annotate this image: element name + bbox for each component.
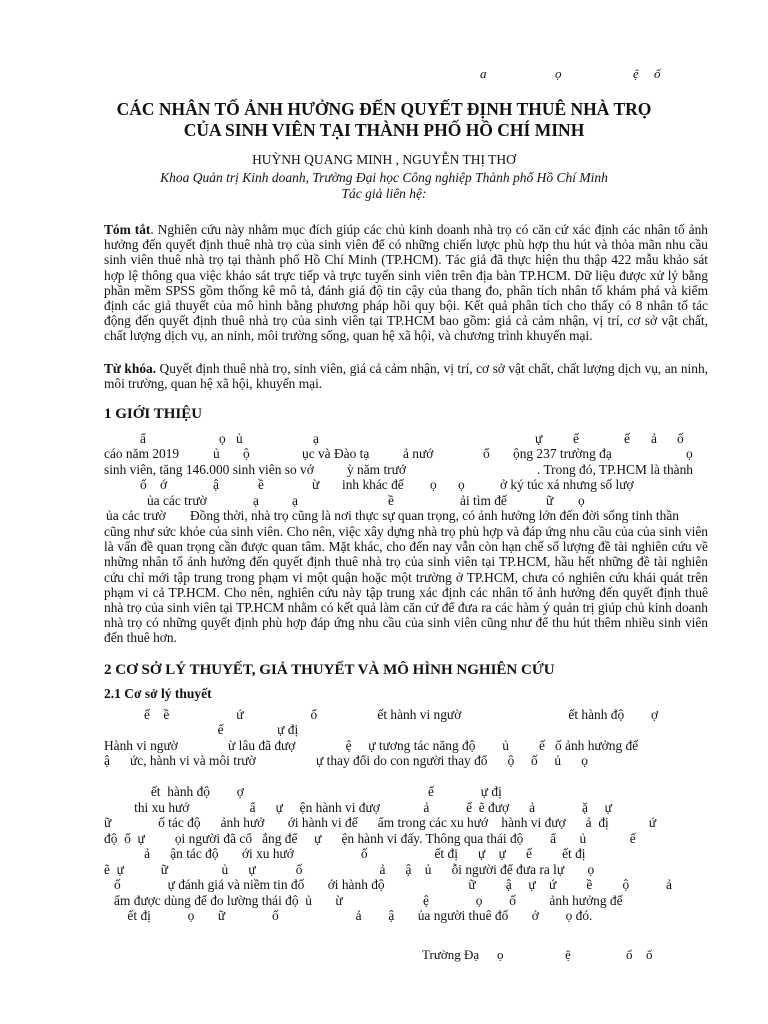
text-fragment: ữ: [546, 493, 554, 508]
header-fragment: ọ: [555, 66, 562, 81]
contact-author: Tác giả liên hệ:: [341, 186, 427, 201]
text-fragment: ạ: [253, 493, 259, 508]
text-line: ẩm được dùng để đo lường thái độ ủ ừ ệ ọ ố ảnh hưởng đế: [104, 893, 623, 908]
footer-fragment: ố: [646, 947, 653, 962]
affiliation: Khoa Quản trị Kinh doanh, Trường Đại học Công nghiệp Thành phố Hồ Chí Minh: [160, 170, 608, 185]
header-fragment: a: [480, 66, 487, 81]
text-fragment: ộng 237 trường đạ: [513, 446, 612, 461]
text-fragment: ả: [651, 431, 657, 446]
abstract: [104, 222, 708, 344]
text-fragment: ạ: [313, 431, 319, 446]
text-fragment: inh khác đế: [342, 477, 404, 492]
text-fragment: ố: [677, 431, 684, 446]
text-fragment: Đồng thời, nhà trọ cũng là nơi thực sự quan trọng, có ảnh hưởng lớn đến đời sống tinh thần: [190, 508, 679, 523]
text-fragment: ọ: [686, 446, 693, 461]
subsection-2-1-heading: 2.1 Cơ sở lý thuyết: [104, 686, 212, 701]
text-line: ẽ ự ữ ủ ự ố ả ậ ủ ỗi người để đưa ra lự ọ: [104, 862, 595, 877]
section-1-heading: 1 GIỚI THIỆU: [104, 406, 203, 422]
text-fragment: ủa các trườ: [147, 493, 207, 508]
text-line: ả ận tác độ ới xu hướ ố ết đị ự ự ế ết đị: [104, 846, 586, 861]
text-fragment: ự: [535, 431, 543, 446]
text-fragment: ẩ: [140, 431, 146, 446]
text-fragment: cáo năm 2019: [104, 446, 180, 461]
paper-title-line-2: CỦA SINH VIÊN TẠI THÀNH PHỐ HỒ CHÍ MINH: [183, 120, 585, 140]
text-fragment: sinh viên, tăng 146.000 sinh viên so vớ: [104, 462, 314, 477]
keywords-text: Quyết định thuê nhà trọ, sinh viên, giá cả cảm nhận, vị trí, cơ sở vật chất, chất lượng dịch vụ, an ninh, môi trường, quan hệ xã hội, khuyến mại.: [104, 361, 708, 392]
text-fragment: ế: [624, 431, 630, 446]
abstract-text: . Nghiên cứu này nhằm mục đích giúp các chủ kinh doanh nhà trọ có căn cứ xác định các nhân tố ảnh hưởng đến quyết định thuê nhà trọ của sinh viên để có những chiến lược phù hợp thu hút và thỏa mãn nhu cầu sinh viên thuê nhà trọ tại thành phố Hồ Chí Minh (TP.HCM). Tác giả đã thực hiện thu thập 422 mẫu khảo sát hợp lệ thông qua việc khảo sát trực tiếp và trực tuyến sinh viên trên địa bàn TP.HCM. Dữ liệu được xử lý bằng phần mềm SPSS gồm thống kê mô tả, đánh giá độ tin cậy của thang đo, phân tích nhân tố khám phá và kiểm định các giả thuyết của mô hình bằng phương pháp hồi quy bội. Kết quả phân tích cho thấy có 8 nhân tố tác động đến quyết định thuê nhà trọ của sinh viên tại TP.HCM bao gồm: giá cả cảm nhận, vị trí, cơ sở vật chất, chất lượng dịch vụ, an ninh, môi trường sống, quan hệ xã hội, và chương trình khuyến mại.: [104, 222, 708, 344]
text-line: Hành vi ngườ ừ lâu đã đượ ệ ự tương tác năng độ ủ ế ố ảnh hưởng đế: [104, 738, 639, 753]
text-fragment: ỳ năm trướ: [347, 462, 406, 477]
footer-fragment: ọ: [497, 947, 504, 962]
text-fragment: ạ: [292, 493, 298, 508]
text-fragment: ề: [258, 477, 264, 492]
text-line: độ ổ ự ọi người đã cổ ắng để ự ện hành vi đấy. Thông qua thái độ ẩ ủ ế: [104, 831, 636, 846]
text-fragment: . Trong đó, TP.HCM là thành: [537, 462, 694, 477]
text-fragment: ọ: [458, 477, 465, 492]
section-1-body: cũng như sức khỏe của sinh viên. Cho nên, việc xây dựng nhà trọ phù hợp và đáp ứng nhu cầu của của sinh viên là vấn đề quan trọng cần được quan tâm. Mặt khác, cho đến nay vẫn còn hạn chế số lượng đề tài nghiên cứu về những nhân tố ảnh hưởng đến quyết định thuê nhà trọ của sinh viên tại TP.HCM, hầu hết những đề tài nghiên cứu chỉ mới tập trung trong phạm vi một quận hoặc một trường ở TP.HCM, chưa có nghiên cứu khái quát trên phạm vi cả TP.HCM. Cho nên, nghiên cứu này tập trung xác định các nhân tố ảnh hưởng đến quyết định thuê nhà trọ của sinh viên tại TP.HCM nhằm có kết quả làm căn cứ để đưa ra các hàm ý quản trị giúp chủ kinh doanh nhà trọ có những quyết định phù hợp đáp ứng nhu cầu của sinh viên cũng như để thu hút thêm nhiều sinh viên đến thuê hơn.: [104, 524, 708, 646]
text-fragment: ế: [573, 431, 579, 446]
authors: HUỲNH QUANG MINH , NGUYỄN THỊ THƠ: [252, 152, 516, 167]
text-fragment: ọ: [219, 431, 226, 446]
text-line: ế ề ứ ổ ết hành vi ngườ ết hành độ ợ: [144, 707, 659, 722]
text-line: ậ ức, hành vi và môi trườ ự thay đổi do con người thay đổ ộ ố ủ ọ: [104, 753, 588, 768]
text-fragment: ọ: [430, 477, 437, 492]
text-line: ữ ố tác độ ảnh hưở ới hành vi để ẩm trong các xu hướ hành vi đượ ả đị ứ: [104, 815, 657, 830]
text-fragment: ục và Đào tạ: [302, 446, 370, 461]
keywords: [104, 361, 708, 391]
footer-fragment: ố: [626, 947, 633, 962]
text-fragment: ải tìm đế: [460, 493, 507, 508]
text-fragment: ọ: [578, 493, 585, 508]
keywords-label: Từ khóa.: [104, 361, 157, 376]
text-line: thi xu hướ ẩ ự ện hành vi đượ ả ế ẽ đượ ả ặ ự: [104, 800, 612, 815]
text-fragment: ậ: [213, 477, 219, 492]
footer-fragment: ệ: [565, 947, 571, 962]
text-fragment: ở ký túc xá nhưng số lượ: [500, 477, 634, 492]
text-line: ết đị ọ ữ ố ả ậ ủa người thuê đố ở ọ đó.: [104, 908, 593, 923]
footer-fragment: Trường Đạ: [422, 947, 480, 962]
abstract-label: Tóm tắt: [104, 222, 151, 237]
text-fragment: ề: [388, 493, 394, 508]
paper-title-line-1: CÁC NHÂN TỐ ẢNH HƯỞNG ĐẾN QUYẾT ĐỊNH THUÊ NHÀ TRỌ: [116, 99, 652, 119]
header-fragment: ệ: [633, 66, 639, 81]
text-line: ết hành độ ợ ế ự đị: [104, 784, 502, 799]
header-fragment: ố: [654, 66, 661, 81]
text-fragment: ủ: [236, 431, 243, 446]
text-fragment: ả nướ: [403, 446, 434, 461]
text-fragment: ủ: [213, 446, 220, 461]
text-fragment: ủa các trườ: [106, 508, 166, 523]
text-fragment: ổ: [483, 446, 490, 461]
text-fragment: ố: [140, 477, 147, 492]
text-fragment: ừ: [312, 477, 320, 492]
text-line: ố ự đánh giá và niềm tin đố ới hành độ ữ ậ ự ứ ề ộ ả: [104, 877, 672, 892]
text-fragment: ộ: [243, 446, 250, 461]
section-2-heading: 2 CƠ SỞ LÝ THUYẾT, GIẢ THUYẾT VÀ MÔ HÌNH NGHIÊN CỨU: [104, 662, 555, 678]
text-fragment: ớ: [160, 477, 168, 492]
text-line: ế ự đị: [144, 722, 299, 737]
